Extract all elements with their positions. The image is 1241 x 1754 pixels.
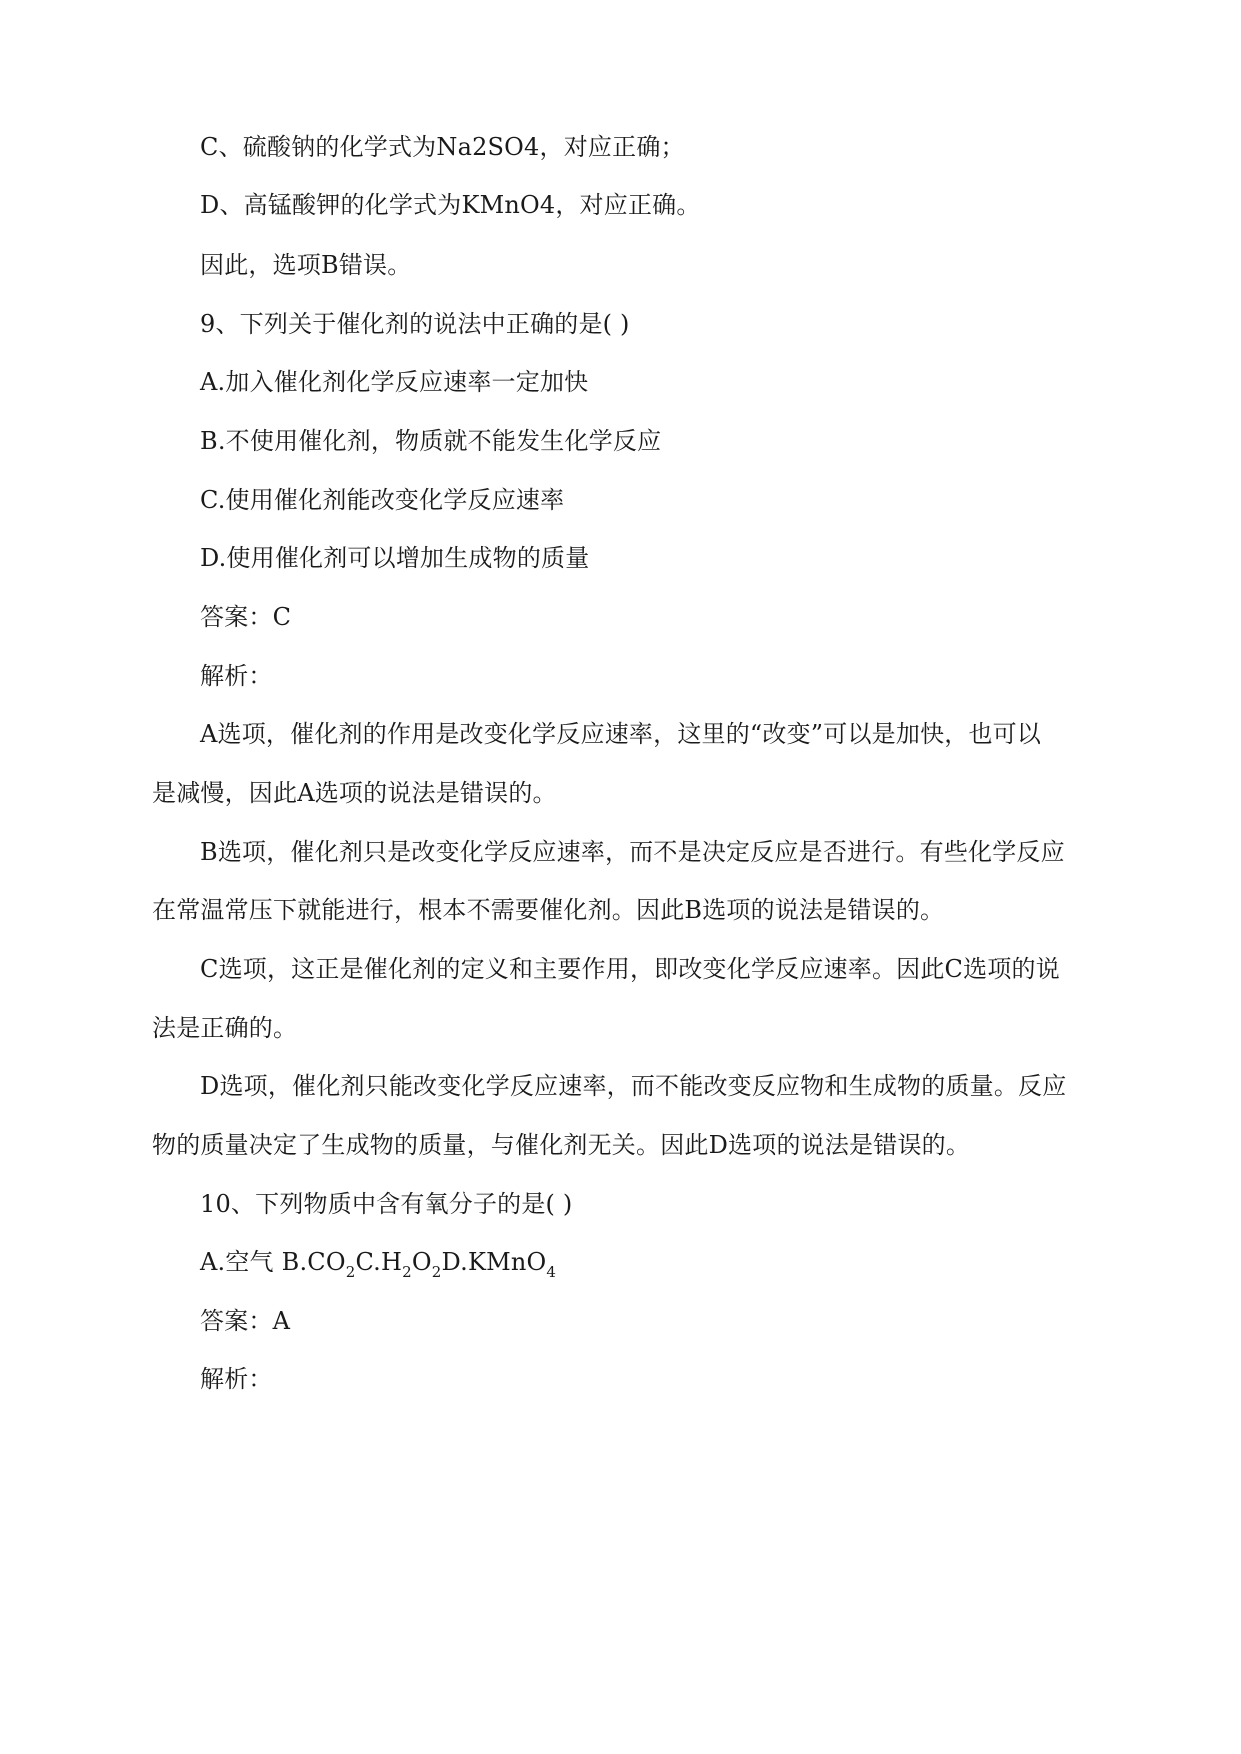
- subscript: 2: [345, 1263, 356, 1281]
- analysis-paragraph-line: 是减慢，因此A选项的说法是错误的。: [152, 779, 557, 807]
- question-9-option-a: A.加入催化剂化学反应速率一定加快: [200, 368, 589, 396]
- question-10-analysis-heading: 解析：: [200, 1365, 273, 1393]
- question-10-answer: 答案：A: [200, 1307, 291, 1335]
- option-d-text: D.KMnO: [441, 1248, 547, 1276]
- subscript: 4: [546, 1263, 557, 1281]
- option-c-label: [355, 1248, 442, 1281]
- question-9-stem: 9、下列关于催化剂的说法中正确的是( ): [200, 310, 630, 338]
- paragraph-line: D、高锰酸钾的化学式为KMnO4，对应正确。: [200, 191, 701, 219]
- question-9-option-d: D.使用催化剂可以增加生成物的质量: [200, 544, 590, 572]
- analysis-paragraph-line: 在常温常压下就能进行，根本不需要催化剂。因此B选项的说法是错误的。: [152, 896, 945, 924]
- analysis-paragraph-line: B选项，催化剂只是改变化学反应速率，而不是决定反应是否进行。有些化学反应: [200, 838, 1065, 866]
- question-9-answer: 答案：C: [200, 603, 292, 631]
- option-c-text: C.H: [355, 1248, 403, 1276]
- analysis-paragraph-line: A选项，催化剂的作用是改变化学反应速率，这里的“改变”可以是加快，也可以: [200, 720, 1042, 748]
- analysis-paragraph-line: 法是正确的。: [152, 1014, 298, 1042]
- subscript: 2: [431, 1263, 442, 1281]
- option-b-label: [281, 1248, 356, 1281]
- question-9-option-b: B.不使用催化剂，物质就不能发生化学反应: [200, 427, 662, 455]
- paragraph-line: 因此，选项B错误。: [200, 251, 412, 279]
- analysis-paragraph-line: 物的质量决定了生成物的质量，与催化剂无关。因此D选项的说法是错误的。: [152, 1131, 971, 1159]
- analysis-paragraph-line: D选项，催化剂只能改变化学反应速率，而不能改变反应物和生成物的质量。反应: [200, 1072, 1067, 1100]
- option-b-text: B.CO: [281, 1248, 346, 1276]
- question-10-stem: 10、下列物质中含有氧分子的是( ): [200, 1190, 573, 1218]
- option-a-label: A.空气: [200, 1248, 274, 1276]
- option-c-text: O: [411, 1248, 432, 1276]
- question-9-option-c: C.使用催化剂能改变化学反应速率: [200, 486, 565, 514]
- paragraph-line: C、硫酸钠的化学式为Na2SO4，对应正确；: [200, 133, 685, 161]
- question-10-options: [200, 1247, 1140, 1281]
- analysis-paragraph-line: C选项，这正是催化剂的定义和主要作用，即改变化学反应速率。因此C选项的说: [200, 955, 1060, 983]
- question-9-analysis-heading: 解析：: [200, 662, 273, 690]
- option-d-label: [441, 1248, 557, 1281]
- subscript: 2: [402, 1263, 412, 1281]
